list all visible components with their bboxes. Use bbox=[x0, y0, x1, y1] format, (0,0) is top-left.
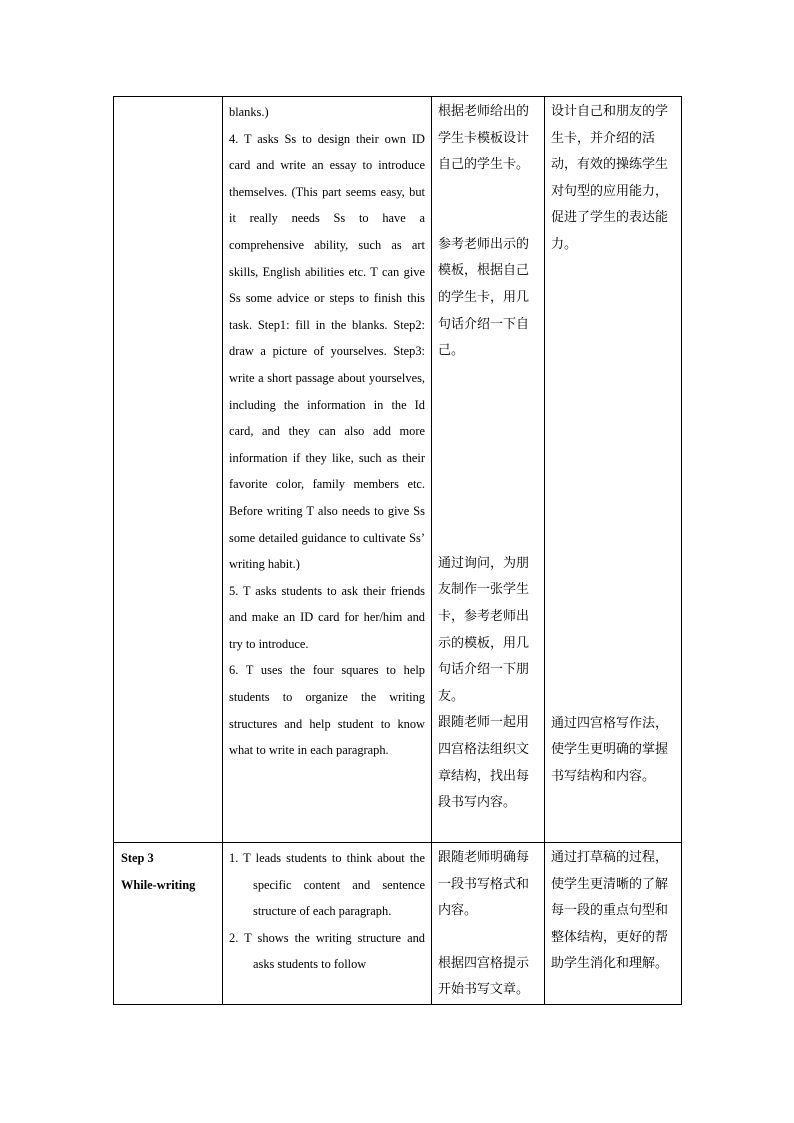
step-subtitle: While-writing bbox=[121, 877, 196, 892]
teacher-activity-text: 5. T asks students to ask their friends and make an ID card for her/him and try to introduce. bbox=[229, 583, 425, 651]
student-activity-text: 跟随老师一起用四宫格法组织文章结构，找出每段书写内容。 bbox=[438, 715, 530, 811]
step-title: Step 3 bbox=[121, 851, 154, 865]
teacher-activity-text: blanks.) bbox=[229, 105, 269, 119]
design-intent-cell bbox=[545, 843, 682, 1005]
teacher-activity-cell bbox=[223, 97, 432, 843]
student-activity-text: 根据老师给出的学生卡模板设计自己的学生卡。 bbox=[438, 104, 530, 173]
step-cell bbox=[114, 97, 223, 843]
teacher-activity-text: 1. T leads students to think about the specific content and sentence structure of each paragraph. bbox=[229, 851, 425, 919]
design-intent-text: 通过打草稿的过程，使学生更清晰的了解每一段的重点句型和整体结构，更好的帮助学生消化和理解。 bbox=[551, 850, 669, 972]
student-activity-cell bbox=[432, 97, 545, 843]
student-activity-cell bbox=[432, 843, 545, 1005]
design-intent-text: 设计自己和朋友的学生卡，并介绍的活动，有效的操练学生对句型的应用能力，促进了学生的表达能力。 bbox=[551, 104, 669, 252]
teacher-activity-text: 6. T uses the four squares to help students to organize the writing structures and help student to know what to write in each paragraph. bbox=[229, 663, 425, 758]
design-intent-text: 通过四宫格写作法，使学生更明确的掌握书写结构和内容。 bbox=[551, 715, 669, 784]
step-cell bbox=[114, 843, 223, 1005]
lesson-plan-table bbox=[113, 96, 682, 1005]
student-activity-text: 参考老师出示的模板，根据自己的学生卡，用几句话介绍一下自己。 bbox=[438, 236, 530, 359]
teacher-activity-text: 4. T asks Ss to design their own ID card and write an essay to introduce themselves. (This part seems easy, but it really needs Ss to have a comprehensive ability, such as art skills, English abilities etc. T can give Ss some advice or steps to finish this task. Step1: fill in the blanks. Step2: draw a picture of yourselves. Step3: write a short passage about yourselves, including the information in the Id card, and they can also add more information if they like, such as their favorite color, family members etc. Before writing T also needs to give Ss some detailed guidance to cultivate Ss’ writing habit.) bbox=[229, 131, 425, 572]
teacher-activity-text: 2. T shows the writing structure and asks students to follow bbox=[229, 930, 425, 972]
student-activity-text: 通过询问，为朋友制作一张学生卡，参考老师出示的模板，用几句话介绍一下朋友。 bbox=[438, 555, 530, 704]
student-activity-text: 根据四宫格提示开始书写文章。 bbox=[438, 955, 530, 998]
table-row bbox=[114, 843, 682, 1005]
step-title bbox=[114, 97, 222, 99]
design-intent-cell bbox=[545, 97, 682, 843]
table-row bbox=[114, 97, 682, 843]
student-activity-text: 跟随老师明确每一段书写格式和内容。 bbox=[438, 850, 530, 919]
teacher-activity-cell bbox=[223, 843, 432, 1005]
